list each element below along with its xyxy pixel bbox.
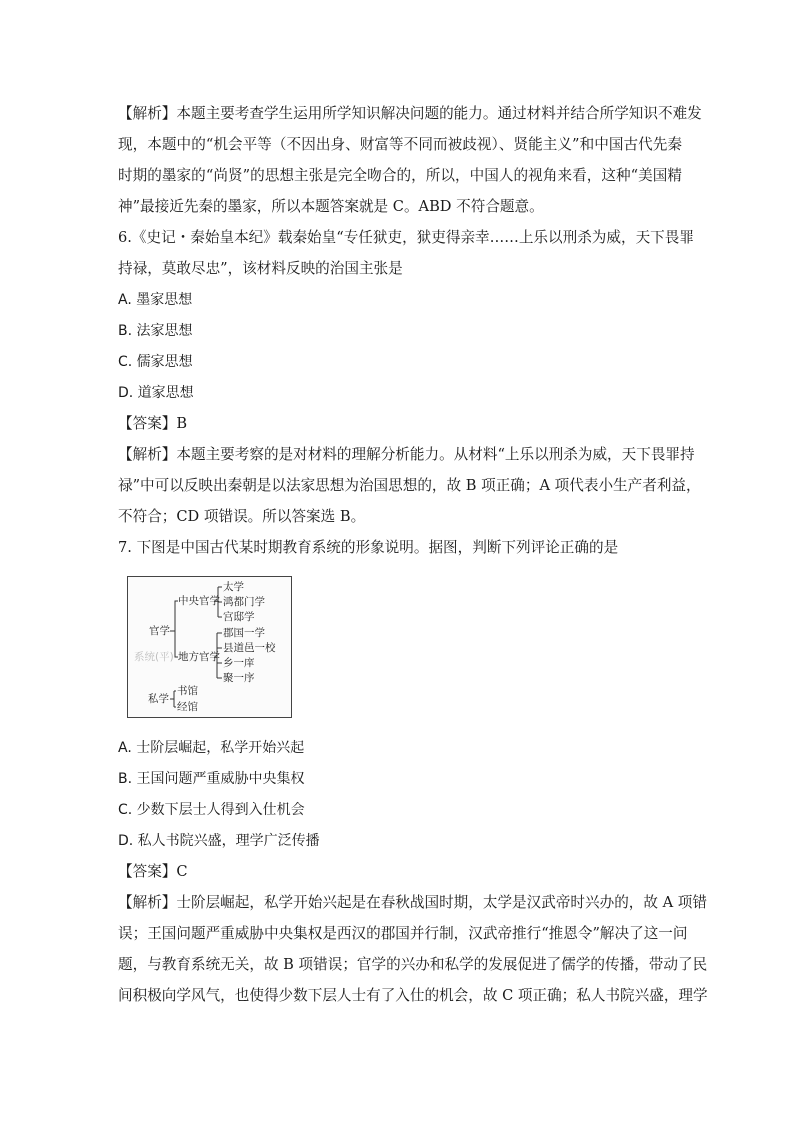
- q6-answer: 【答案】B: [118, 415, 188, 432]
- diagram-local-item-1: 郡国一学: [223, 627, 265, 639]
- diagram-local-item-4: 聚一序: [223, 672, 255, 684]
- diagram-private-item-1: 书馆: [177, 685, 198, 697]
- q6-stem-line-2: 持禄，莫敢尽忠”，该材料反映的治国主张是: [118, 260, 403, 277]
- diagram-local-item-3: 乡一庠: [223, 657, 255, 669]
- q7-stem: 7. 下图是中国古代某时期教育系统的形象说明。据图，判断下列评论正确的是: [118, 539, 619, 556]
- q6-analysis-line-2: 禄”中可以反映出秦朝是以法家思想为治国思想的，故 B 项正确；A 项代表小生产者利益，: [118, 477, 701, 494]
- q6-option-b: B. 法家思想: [118, 323, 193, 339]
- q7-option-c: C. 少数下层士人得到入仕机会: [118, 802, 305, 818]
- q7-analysis-line-2: 误；王国问题严重威胁中央集权是西汉的郡国并行制，汉武帝推行“推恩令”解决了这一问: [118, 925, 688, 942]
- diagram-faint-label: 系统(平): [134, 651, 174, 663]
- q5-analysis-line-3: 时期的墨家的“尚贤”的思想主张是完全吻合的，所以，中国人的视角来看，这种“美国精: [118, 167, 682, 184]
- q5-analysis-line-2: 现，本题中的“机会平等（不因出身、财富等不同而被歧视）、贤能主义”和中国古代先秦: [118, 136, 682, 153]
- diagram-central-item-3: 宫邸学: [223, 611, 255, 623]
- q5-analysis-line-4: 神”最接近先秦的墨家，所以本题答案就是 C。ABD 不符合题意。: [118, 198, 544, 215]
- q6-option-a: A. 墨家思想: [118, 292, 193, 308]
- q7-analysis-line-1: 【解析】士阶层崛起，私学开始兴起是在春秋战国时期，太学是汉武帝时兴办的，故 A 项错: [118, 894, 707, 911]
- diagram-central-label: 中央官学: [178, 595, 220, 607]
- q6-option-d: D. 道家思想: [118, 385, 194, 401]
- diagram-central-item-1: 太学: [223, 581, 244, 593]
- q7-option-d: D. 私人书院兴盛，理学广泛传播: [118, 833, 320, 849]
- q7-analysis-line-3: 题，与教育系统无关，故 B 项错误；官学的兴办和私学的发展促进了儒学的传播，带动了民: [118, 956, 708, 973]
- diagram-private-item-2: 经馆: [177, 701, 198, 713]
- education-system-diagram: [127, 576, 292, 718]
- q7-answer: 【答案】C: [118, 863, 188, 880]
- q6-stem-line-1: 6.《史记・秦始皇本纪》载秦始皇“专任狱吏，狱吏得亲幸……上乐以刑杀为威，天下畏罪: [118, 229, 694, 246]
- q7-option-b: B. 王国问题严重威胁中央集权: [118, 771, 305, 787]
- diagram-private-label: 私学: [148, 693, 169, 705]
- q6-analysis-line-1: 【解析】本题主要考察的是对材料的理解分析能力。从材料“上乐以刑杀为威，天下畏罪持: [118, 446, 695, 463]
- q5-analysis-line-1: 【解析】本题主要考查学生运用所学知识解决问题的能力。通过材料并结合所学知识不难发: [118, 105, 702, 122]
- q7-option-a: A. 士阶层崛起，私学开始兴起: [118, 740, 305, 756]
- diagram-root-label: 官学: [149, 625, 170, 637]
- q6-option-c: C. 儒家思想: [118, 354, 193, 370]
- diagram-local-item-2: 县道邑一校: [223, 642, 276, 654]
- diagram-central-item-2: 鸿都门学: [223, 596, 265, 608]
- q6-analysis-line-3: 不符合；CD 项错误。所以答案选 B。: [118, 508, 366, 525]
- q7-analysis-line-4: 间积极向学风气，也使得少数下层人士有了入仕的机会，故 C 项正确；私人书院兴盛，理学: [118, 987, 708, 1004]
- diagram-local-label: 地方官学: [178, 651, 220, 663]
